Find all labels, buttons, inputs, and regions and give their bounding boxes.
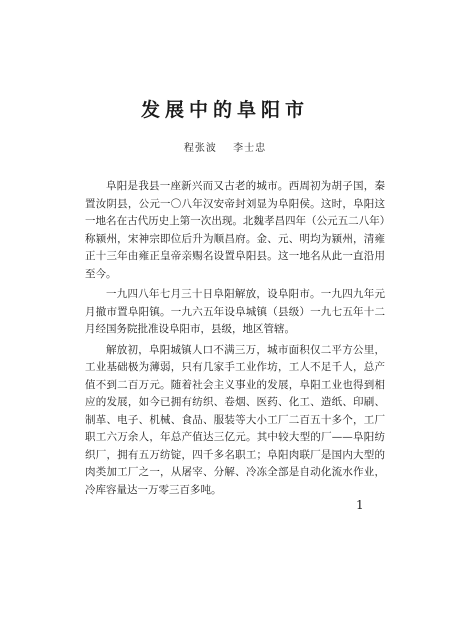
paragraph: 一九四八年七月三十日阜阳解放，设阜阳市。一九四九年元月撤市置阜阳镇。一九六五年设阜城镇（县级）一九七五年十二月经国务院批准设阜阳市，县级，地区管辖。 [85,288,385,335]
paragraph: 阜阳是我县一座新兴而又古老的城市。西周初为胡子国，秦置汝阴县，公元一〇八年汉安帝封刘显为阜阳侯。这时，阜阳这一地名在古代历史上第一次出现。北魏孝昌四年（公元五二八年）称颍州，宋神宗即位后升为顺昌府。金、元、明均为颍州，清雍正十三年由雍正皇帝亲赐名设置阜阳县。这一地名从此一直沿用至今。 [85,180,385,280]
article-title: 发展中的阜阳市 [140,99,309,121]
byline [0,142,450,156]
author-name: 程张波 [183,143,217,154]
page-number: 1 [356,498,364,512]
article-body [85,178,385,499]
author-name: 李士忠 [233,143,267,154]
paragraph: 解放初，阜阳城镇人口不满三万，城市面积仅二平方公里，工业基础极为薄弱，只有几家手工业作坊，工人不足千人，总产值不到二百万元。随着社会主义事业的发展，阜阳工业也得到相应的发展，如今已拥有纺织、卷烟、医药、化工、造纸、印刷、制革、电子、机械、食品、服装等大小工厂二百五十多个，工厂职工六万余人，年总产值达三亿元。其中较大型的厂——阜阳纺织厂，拥有五万纺锭，四千多名职工；阜阳肉联厂是国内大型的肉类加工厂之一，从屠宰、分解、冷冻全部是自动化流水作业，冷库容量达一万零三百多吨。 [85,343,385,496]
